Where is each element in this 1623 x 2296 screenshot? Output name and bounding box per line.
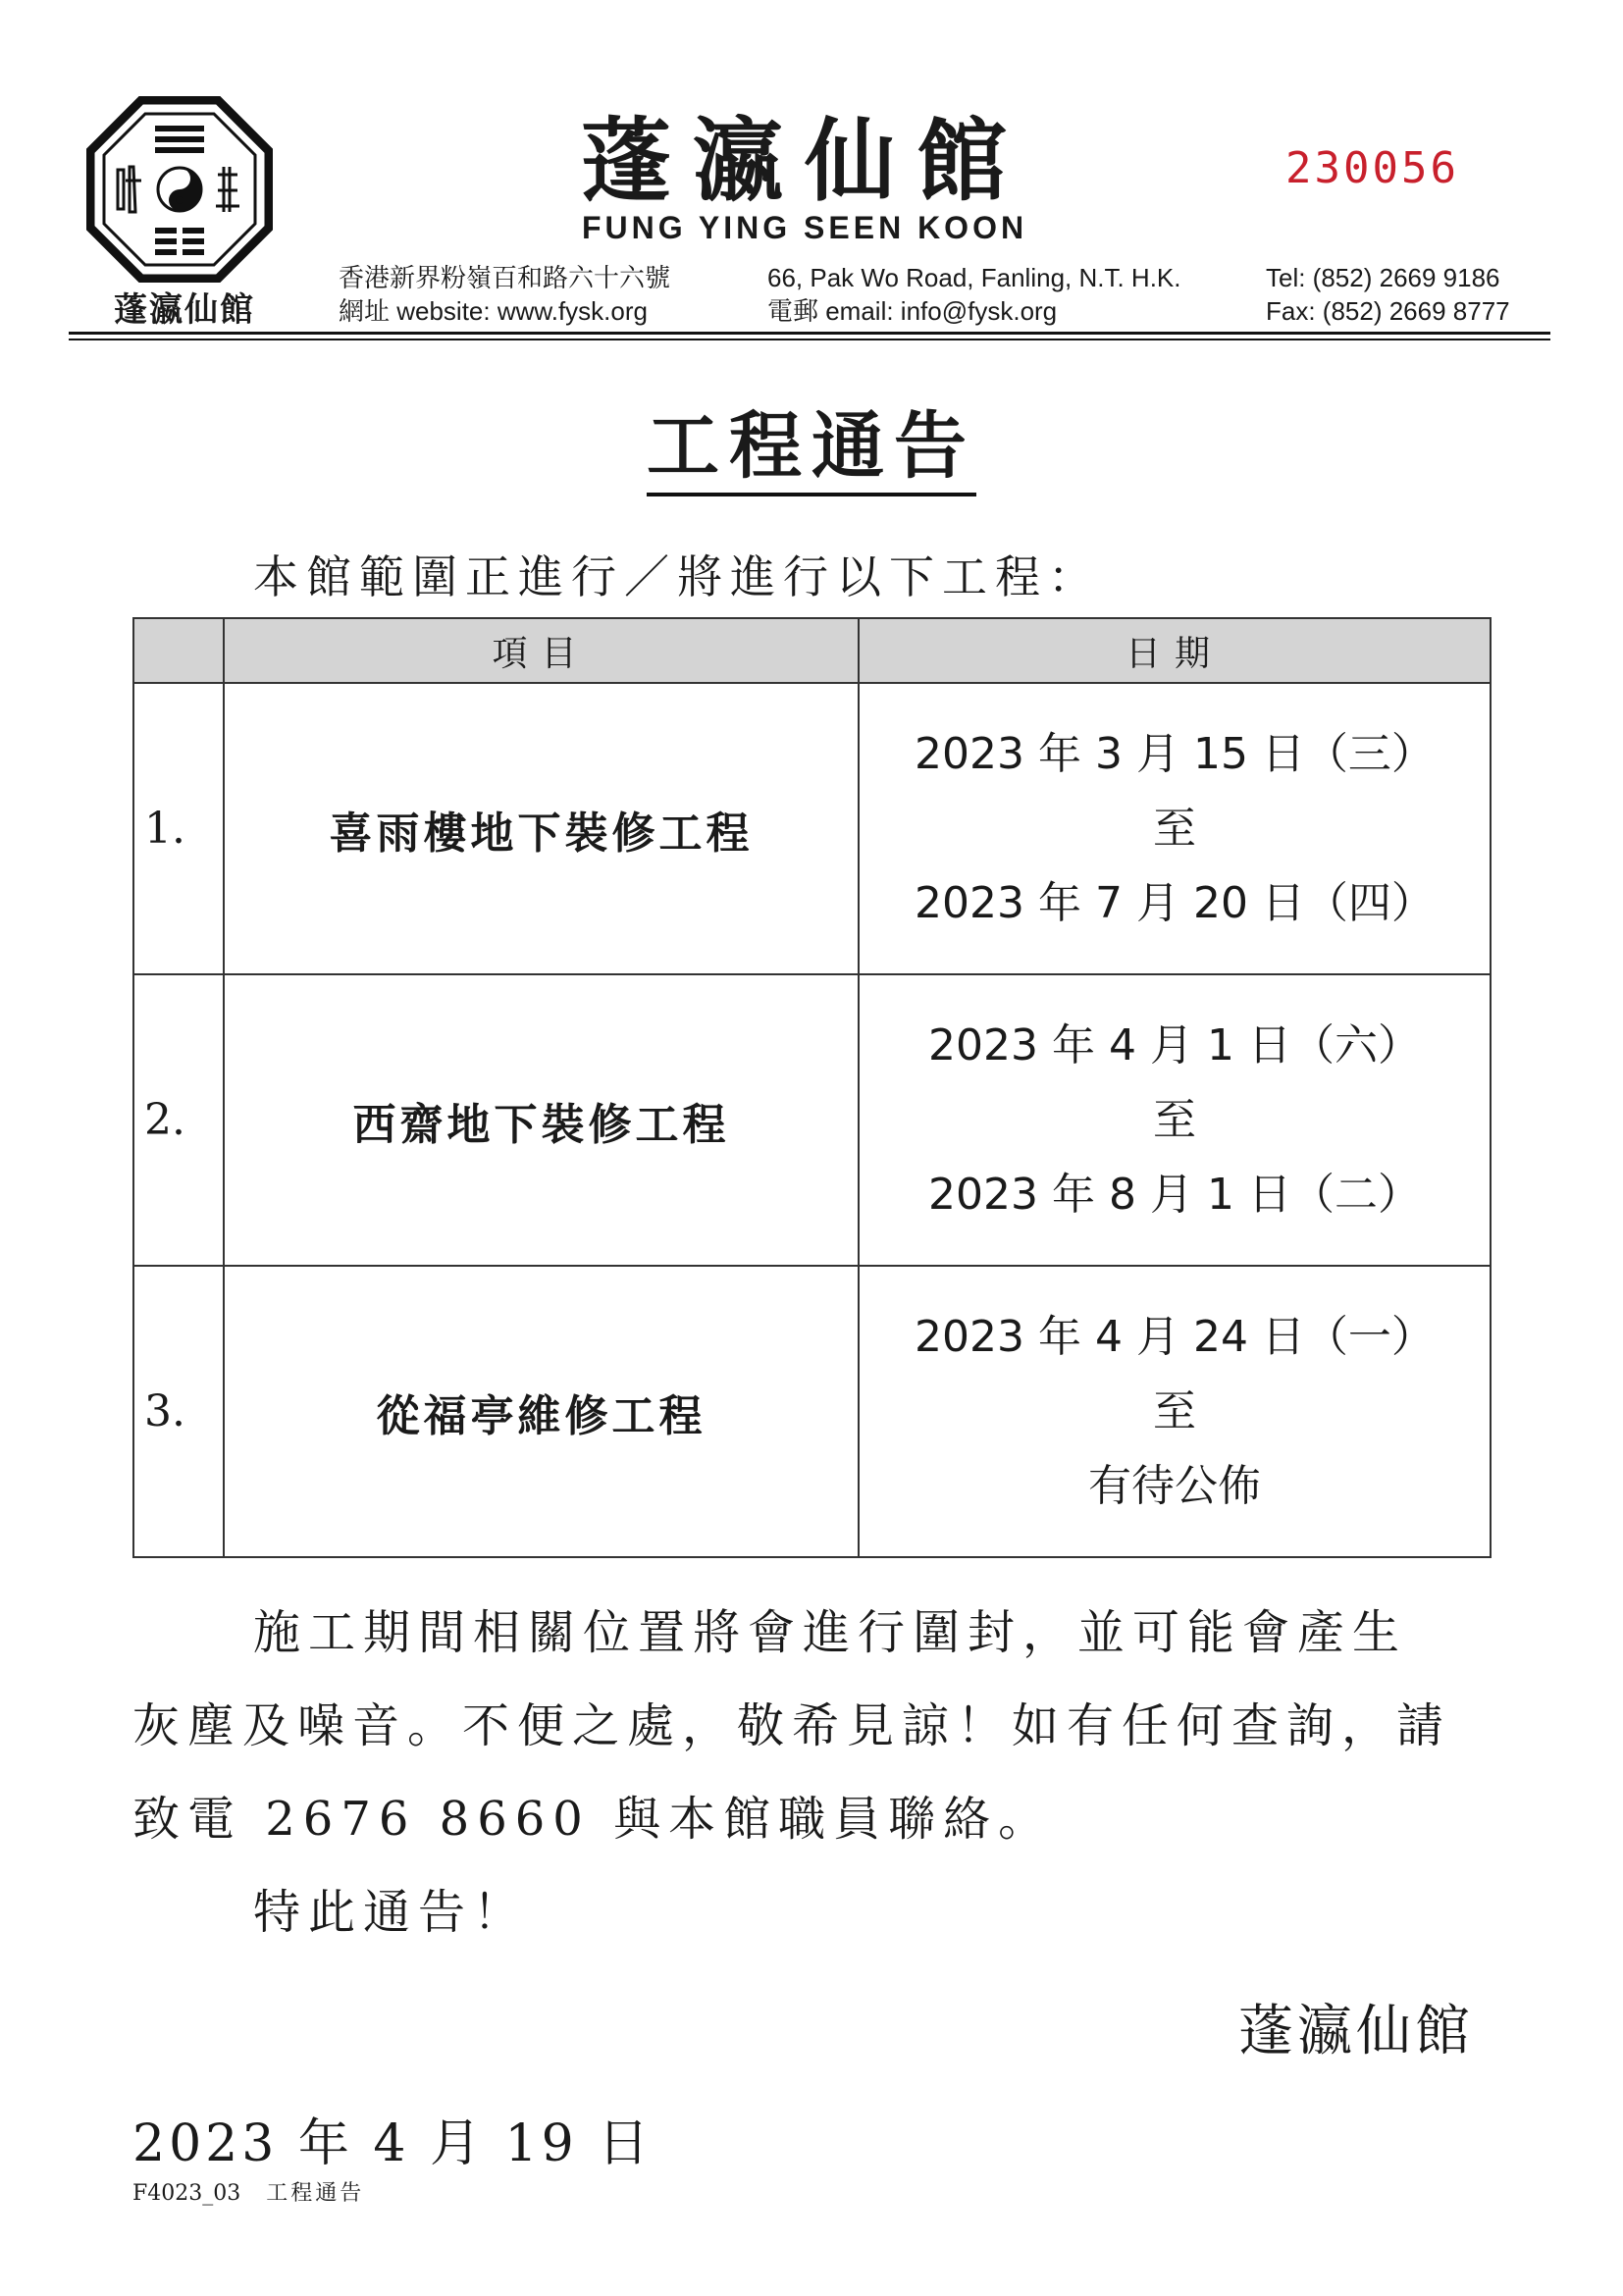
address-cn: 香港新界粉嶺百和路六十六號 [339,263,671,292]
row-number: 1. [133,683,224,974]
date-start: 2023 年 3 月 15 日（三） [915,728,1435,779]
fax: Fax: (852) 2669 8777 [1266,296,1510,326]
brand-name-en: FUNG YING SEEN KOON [581,210,1028,245]
logo-caption: 蓬瀛仙館 [114,290,255,330]
row-number: 3. [133,1266,224,1557]
form-code-id: F4023_03 [132,2181,241,2206]
date-separator: 至 [1153,803,1196,854]
body-line-1: 施工期間相關位置將會進行圍封，並可能會產生 [253,1605,1408,1660]
date-end: 有待公佈 [1088,1460,1261,1511]
header-item: 項目 [224,618,859,683]
notice-date: 2023 年 4 月 19 日 [132,2114,654,2173]
website: 網址 website: www.fysk.org [339,296,648,326]
form-code [132,2176,364,2207]
date-start: 2023 年 4 月 1 日（六） [928,1019,1421,1070]
bagua-taiji-logo-icon [86,96,273,283]
table-row [133,683,1491,974]
closing-line: 特此通告！ [253,1885,529,1940]
row-item: 從福亭維修工程 [224,1266,859,1557]
date-separator: 至 [1153,1385,1196,1436]
row-date [859,1266,1491,1557]
date-end: 2023 年 8 月 1 日（二） [928,1169,1421,1220]
table-row [133,1266,1491,1557]
table-header-row [133,618,1491,683]
body-line-2: 灰塵及噪音。不便之處，敬希見諒！如有任何查詢，請 [132,1698,1452,1753]
row-item: 喜雨樓地下裝修工程 [224,683,859,974]
row-date [859,683,1491,974]
works-table [132,617,1492,1558]
notice-title-text: 工程通告 [647,404,976,496]
contact-address-cn-block [339,261,670,328]
row-date [859,974,1491,1266]
telephone: Tel: (852) 2669 9186 [1266,263,1500,292]
body-line-3: 致電 2676 8660 與本館職員聯絡。 [132,1792,1054,1847]
contact-address-en-block [767,261,1180,328]
form-code-name: 工程通告 [266,2181,365,2206]
notice-intro: 本館範圍正進行／將進行以下工程： [253,550,1101,603]
row-number: 2. [133,974,224,1266]
date-separator: 至 [1153,1094,1196,1145]
address-en: 66, Pak Wo Road, Fanling, N.T. H.K. [767,263,1181,292]
row-item: 西齋地下裝修工程 [224,974,859,1266]
email: 電郵 email: info@fysk.org [767,296,1058,326]
date-end: 2023 年 7 月 20 日（四） [915,877,1435,928]
notice-title [0,389,1623,493]
header-divider [69,332,1550,335]
signature: 蓬瀛仙館 [1238,2000,1474,2063]
header-divider-thin [69,339,1550,340]
document-number: 230056 [1285,143,1459,193]
date-start: 2023 年 4 月 24 日（一） [915,1311,1435,1362]
header-date: 日期 [859,618,1491,683]
table-row [133,974,1491,1266]
brand-name-cn: 蓬瀛仙館 [580,108,1028,214]
header-number [133,618,224,683]
contact-phone-block [1266,261,1510,328]
